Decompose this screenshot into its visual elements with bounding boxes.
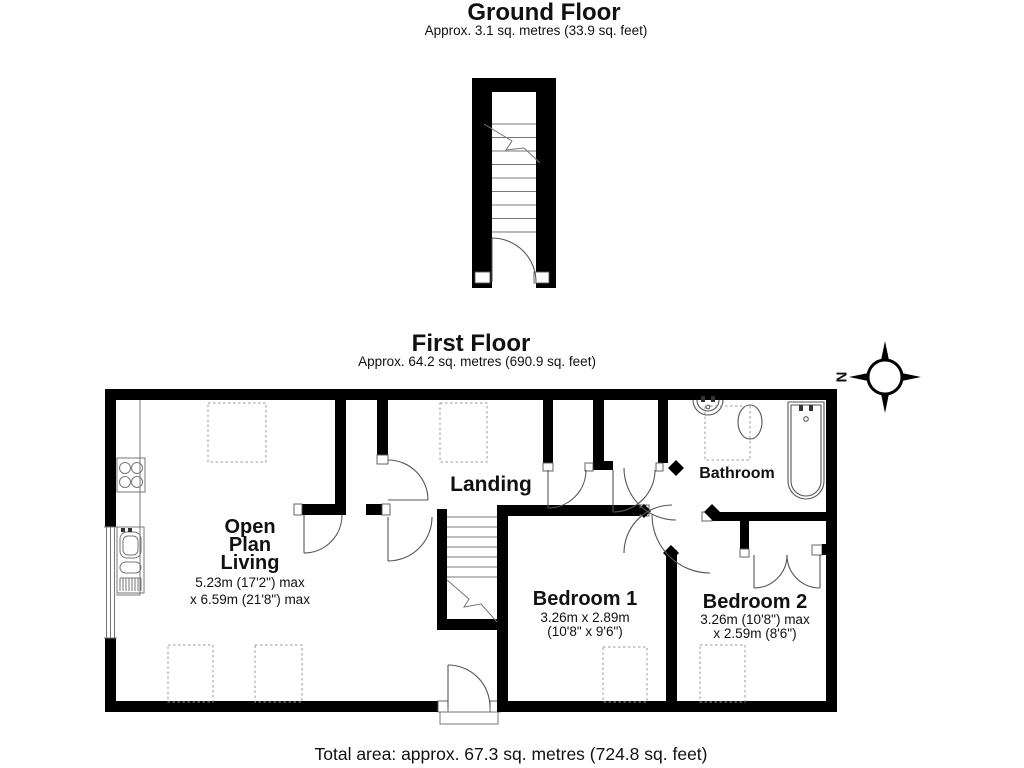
svg-text:Open: Open (224, 516, 276, 538)
ground-floor-title: Ground Floor (467, 0, 621, 26)
compass-circle (868, 360, 902, 394)
kitchen-window (104, 527, 117, 638)
kitchen-fixtures (116, 400, 145, 595)
compass-rose (833, 341, 922, 413)
living-door (304, 515, 342, 553)
compass-north-label: N (832, 371, 850, 383)
gf-entrance-door (492, 238, 536, 282)
gf-left-wall (472, 78, 492, 288)
open-plan-living-label (190, 516, 310, 607)
landing-living-door (388, 460, 428, 500)
svg-text:x 6.59m (21'8") max: x 6.59m (21'8") max (190, 592, 310, 607)
ground-floor-subtitle: Approx. 3.1 sq. metres (33.9 sq. feet) (424, 23, 648, 38)
svg-text:x 2.59m (8'6"): x 2.59m (8'6") (713, 626, 797, 641)
bathtub (788, 402, 824, 499)
svg-text:Bedroom 1: Bedroom 1 (532, 588, 638, 610)
stair-top-door (388, 517, 432, 561)
furniture-outline (168, 645, 213, 702)
svg-text:Living: Living (220, 552, 280, 574)
ff-staircase (447, 517, 497, 622)
bathroom-label: Bathroom (699, 465, 775, 482)
cupboard-door-1 (548, 470, 586, 508)
svg-text:3.26m x 2.89m: 3.26m x 2.89m (540, 610, 630, 625)
svg-text:Plan: Plan (228, 534, 272, 556)
interior-walls (294, 400, 837, 712)
bottom-door-jamb-left (438, 701, 448, 712)
landing-label: Landing (450, 473, 532, 496)
gf-right-wall (536, 78, 556, 288)
bedroom2-label (700, 591, 810, 641)
bedroom2-wardrobe-doors (754, 555, 820, 588)
furniture-outline (700, 645, 745, 702)
furniture-outline (603, 647, 647, 702)
ground-floor-plan (472, 78, 556, 288)
first-floor-plan (104, 389, 837, 724)
first-floor-subtitle: Approx. 64.2 sq. metres (690.9 sq. feet) (358, 354, 596, 369)
bathroom-fixtures (693, 396, 824, 499)
furniture-outline (440, 403, 487, 462)
hob (117, 458, 145, 492)
svg-text:Bedroom 2: Bedroom 2 (702, 591, 808, 613)
kitchen-counter (116, 400, 140, 595)
furniture-outline (208, 403, 266, 462)
gf-door-jamb-left (475, 272, 490, 283)
svg-text:3.26m (10'8") max: 3.26m (10'8") max (700, 612, 810, 627)
svg-text:(10'8" x 9'6"): (10'8" x 9'6") (547, 624, 623, 639)
gf-staircase (484, 124, 540, 232)
first-floor-title: First Floor (411, 330, 531, 357)
bedroom2-door (652, 515, 710, 573)
outer-walls (105, 389, 837, 712)
svg-text:5.23m (17'2") max: 5.23m (17'2") max (195, 575, 305, 590)
furniture-outline (255, 645, 302, 702)
total-area-label: Total area: approx. 67.3 sq. metres (724.8 sq. feet) (314, 744, 708, 764)
bedroom1-label (533, 588, 637, 639)
